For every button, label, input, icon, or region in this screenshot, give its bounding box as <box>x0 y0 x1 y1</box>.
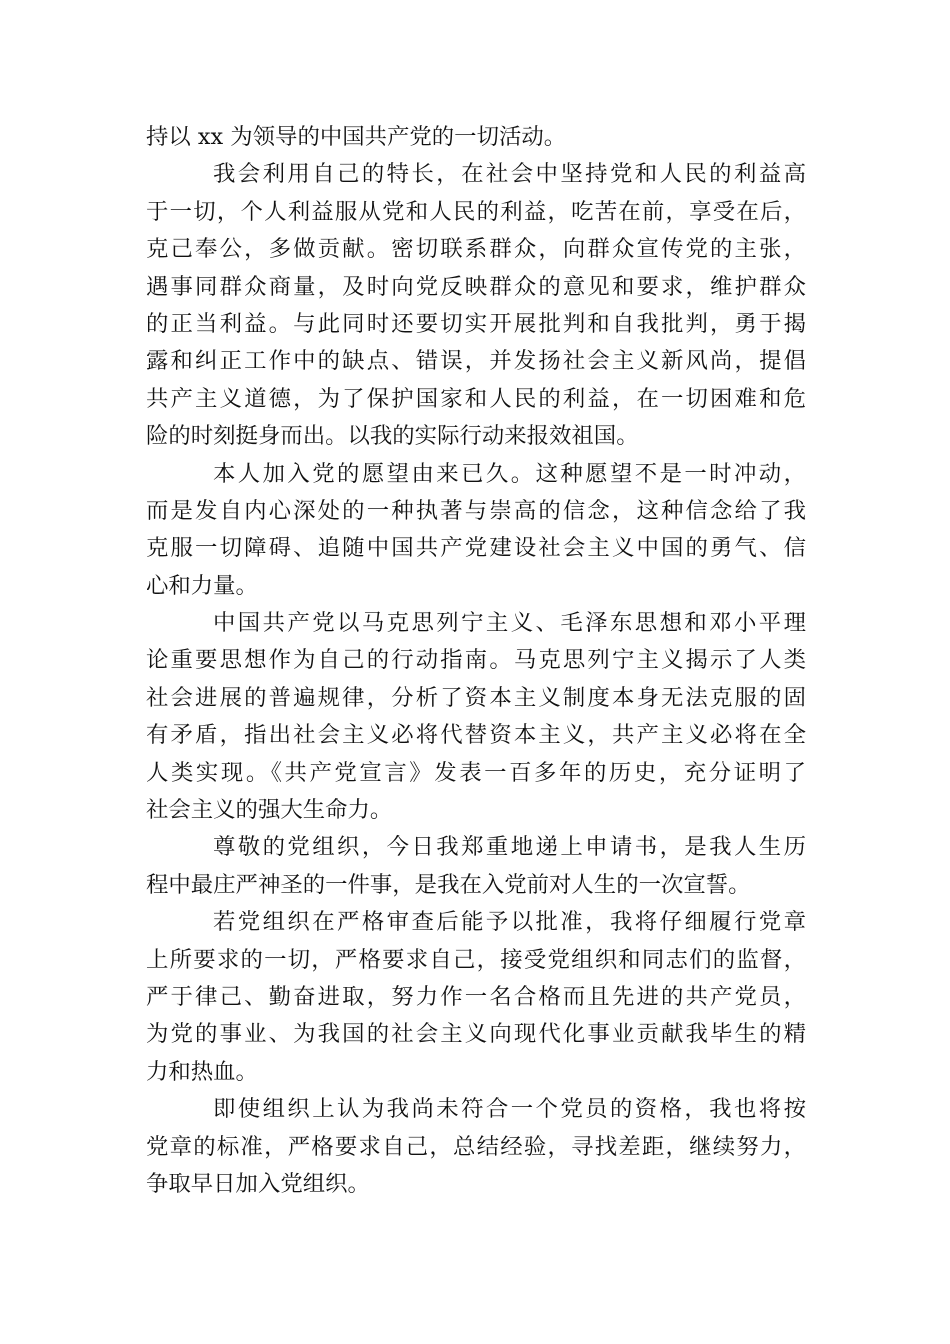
text-line: 遇事同群众商量，及时向党反映群众的意见和要求，维护群众 <box>146 273 806 300</box>
text-line: 露和纠正工作中的缺点、错误，并发扬社会主义新风尚，提倡 <box>146 348 806 375</box>
text-line: 共产主义道德，为了保护国家和人民的利益，在一切困难和危 <box>146 385 806 412</box>
text-line: 而是发自内心深处的一种执著与崇高的信念，这种信念给了我 <box>146 497 806 524</box>
text-line: 本人加入党的愿望由来已久。这种愿望不是一时冲动， <box>213 460 806 487</box>
text-line: 克己奉公，多做贡献。密切联系群众，向群众宣传党的主张， <box>146 236 806 263</box>
text-line: 力和热血。 <box>146 1058 258 1085</box>
text-line: 党章的标准，严格要求自己，总结经验，寻找差距，继续努力， <box>146 1133 806 1160</box>
paragraph <box>146 904 806 1091</box>
text-line: 中国共产党以马克思列宁主义、毛泽东思想和邓小平理 <box>213 610 806 637</box>
text-line: 于一切，个人利益服从党和人民的利益，吃苦在前，享受在后， <box>146 198 806 225</box>
text-line: 程中最庄严神圣的一件事，是我在入党前对人生的一次宣誓。 <box>146 871 751 898</box>
text-line: 争取早日加入党组织。 <box>146 1170 370 1197</box>
text-line: 上所要求的一切，严格要求自己，接受党组织和同志们的监督， <box>146 946 806 973</box>
text-line: 尊敬的党组织，今日我郑重地递上申请书，是我人生历 <box>213 834 806 861</box>
text-line: 为党的事业、为我国的社会主义向现代化事业贡献我毕生的精 <box>146 1021 806 1048</box>
paragraph <box>146 119 806 156</box>
text-line: 的正当利益。与此同时还要切实开展批判和自我批判，勇于揭 <box>146 310 806 337</box>
paragraph <box>146 456 806 606</box>
paragraph <box>146 156 806 455</box>
document-body <box>146 119 806 1203</box>
text-line: 心和力量。 <box>146 572 258 599</box>
text-line: 若党组织在严格审查后能予以批准，我将仔细履行党章 <box>213 909 806 936</box>
paragraph <box>146 1091 806 1203</box>
text-line: 险的时刻挺身而出。以我的实际行动来报效祖国。 <box>146 423 639 450</box>
paragraph <box>146 605 806 829</box>
text-line: 社会主义的强大生命力。 <box>146 797 393 824</box>
text-line: 社会进展的普遍规律，分析了资本主义制度本身无法克服的固 <box>146 684 806 711</box>
text-line: 有矛盾，指出社会主义必将代替资本主义，共产主义必将在全 <box>146 722 806 749</box>
text-line: 克服一切障碍、追随中国共产党建设社会主义中国的勇气、信 <box>146 535 806 562</box>
text-line: 我会利用自己的特长，在社会中坚持党和人民的利益高 <box>213 161 806 188</box>
text-line: 持以 xx 为领导的中国共产党的一切活动。 <box>146 124 567 150</box>
text-line: 论重要思想作为自己的行动指南。马克思列宁主义揭示了人类 <box>146 647 806 674</box>
paragraph <box>146 829 806 904</box>
text-line: 人类实现。《共产党宣言》发表一百多年的历史，充分证明了 <box>146 759 806 786</box>
text-line: 严于律己、勤奋进取，努力作一名合格而且先进的共产党员， <box>146 983 806 1010</box>
text-line: 即使组织上认为我尚未符合一个党员的资格，我也将按 <box>213 1096 806 1123</box>
